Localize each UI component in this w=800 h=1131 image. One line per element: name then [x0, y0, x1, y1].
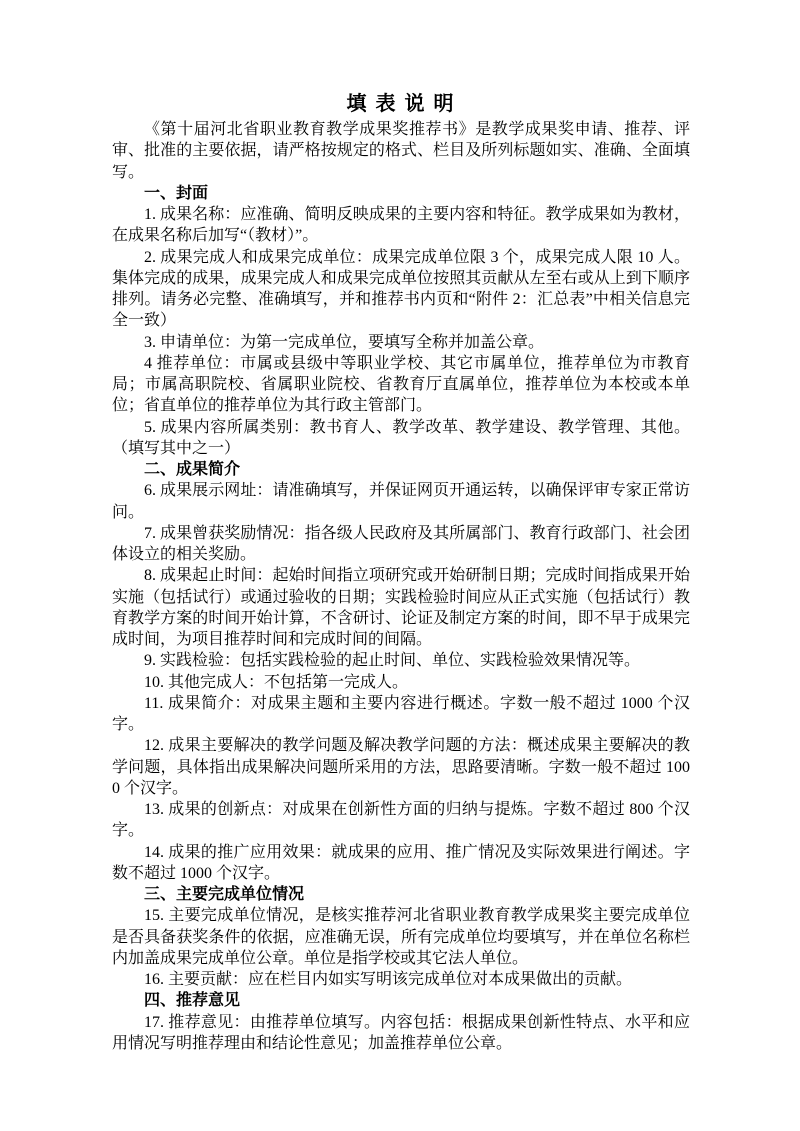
instruction-item-1: 1. 成果名称：应准确、简明反映成果的主要内容和特征。教学成果如为教材，在成果名称后加写“（教材）”。: [112, 206, 690, 245]
instruction-item-17: 17. 推荐意见：由推荐单位填写。内容包括：根据成果创新性特点、水平和应用情况写明推荐理由和结论性意见；加盖推荐单位公章。: [112, 1013, 690, 1052]
section-heading-summary: 二、成果简介: [144, 461, 241, 478]
instruction-item-4: 4 推荐单位：市属或县级中等职业学校、其它市属单位，推荐单位为市教育局；市属高职院校、省属职业院校、省教育厅直属单位，推荐单位为本校或本单位；省直单位的推荐单位为其行政主管部门。: [112, 354, 690, 415]
instruction-item-3: 3. 申请单位：为第一完成单位，要填写全称并加盖公章。: [144, 333, 545, 351]
instruction-item-8: 8. 成果起止时间：起始时间指立项研究或开始研制日期；完成时间指成果开始实施（包括试行）或通过验收的日期；实践检验时间应从正式实施（包括试行）教育教学方案的时间开始计算，不含研讨、论证及制定方案的时间，即不早于成果完成时间，为项目推荐时间和完成时间的间隔。: [112, 567, 690, 648]
section-heading-cover: 一、封面: [144, 184, 209, 202]
instruction-item-14: 14. 成果的推广应用效果：就成果的应用、推广情况及实际效果进行阐述。字数不超过 1000 个汉字。: [112, 843, 690, 882]
instruction-item-9: 9. 实践检验：包括实践检验的起止时间、单位、实践检验效果情况等。: [144, 652, 641, 670]
page-title: 填 表 说 明: [346, 93, 456, 115]
instruction-item-10: 10. 其他完成人：不包括第一完成人。: [144, 673, 409, 691]
instruction-item-12: 12. 成果主要解决的教学问题及解决教学问题的方法：概述成果主要解决的教学问题，具体指出成果解决问题所采用的方法，思路要清晰。字数一般不超过 1000 个汉字。: [112, 737, 690, 797]
instruction-item-11: 11. 成果简介：对成果主题和主要内容进行概述。字数一般不超过 1000 个汉字。: [112, 694, 690, 733]
instruction-item-6: 6. 成果展示网址：请准确填写，并保证网页开通运转，以确保评审专家正常访问。: [112, 482, 690, 521]
intro-paragraph: 《第十届河北省职业教育教学成果奖推荐书》是教学成果奖申请、推荐、评审、批准的主要依据，请严格按规定的格式、栏目及所列标题如实、准确、全面填写。: [112, 121, 690, 181]
instruction-item-5: 5. 成果内容所属类别：教书育人、教学改革、教学建设、教学管理、其他。（填写其中之一）: [112, 418, 690, 457]
section-heading-recommendation: 四、推荐意见: [144, 992, 241, 1010]
instruction-item-16: 16. 主要贡献：应在栏目内如实写明该完成单位对本成果做出的贡献。: [144, 971, 633, 988]
instruction-item-2: 2. 成果完成人和成果完成单位：成果完成单位限 3 个，成果完成人限 10 人。集体完成的成果，成果完成人和成果完成单位按照其贡献从左至右或从上到下顺序排列。请务必完整、准确填写，并和推荐书内页和“附件 2：汇总表”中相关信息完全一致）: [112, 248, 690, 330]
instruction-item-7: 7. 成果曾获奖励情况：指各级人民政府及其所属部门、教育行政部门、社会团体设立的相关奖励。: [112, 524, 690, 563]
instruction-item-15: 15. 主要完成单位情况，是核实推荐河北省职业教育教学成果奖主要完成单位是否具备获奖条件的依据，应准确无误，所有完成单位均要填写，并在单位名称栏内加盖成果完成单位公章。单位是指学校或其它法人单位。: [112, 907, 690, 967]
section-heading-main-units: 三、主要完成单位情况: [144, 886, 305, 903]
instruction-item-13: 13. 成果的创新点：对成果在创新性方面的归纳与提炼。字数不超过 800 个汉字。: [112, 801, 690, 840]
